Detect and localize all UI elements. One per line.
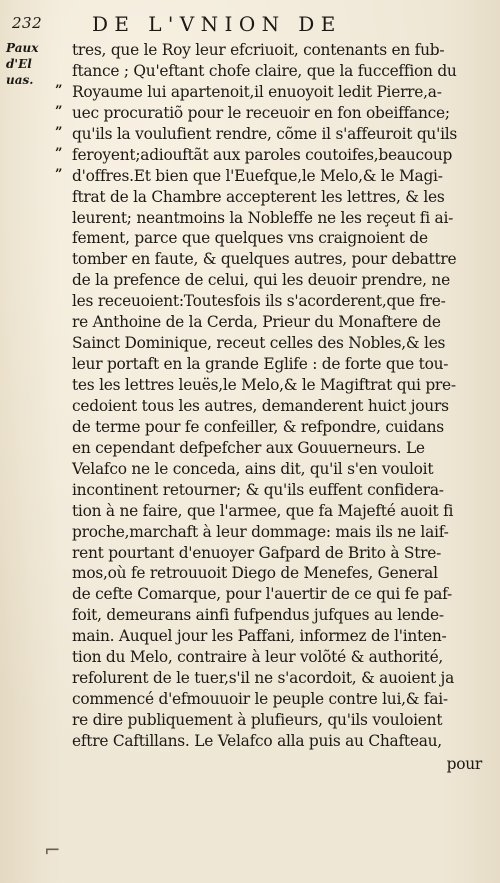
stray-ink-mark: ⌐ <box>44 838 61 862</box>
quote-mark: ” <box>55 104 63 119</box>
text-line: de terme pour fe confeiller, & refpondre, cuidans <box>72 417 444 436</box>
text-line: ftrat de la Chambre accepterent les lettres, & les <box>72 187 445 206</box>
body-text <box>72 40 490 775</box>
quote-mark: ” <box>55 83 63 98</box>
text-line: de cefte Comarque, pour l'auertir de ce qui fe paf- <box>72 585 453 604</box>
text-line: qu'ils la voulufient rendre, cõme il s'affeuroit qu'ils <box>72 124 458 143</box>
text-line: re Anthoine de la Cerda, Prieur du Monaftere de <box>72 313 441 332</box>
text-line: en cependant defpefcher aux Gouuerneurs. Le <box>72 438 425 457</box>
text-line: proche,marchaft à leur dommage: mais ils ne laif- <box>72 522 449 541</box>
text-line: tion du Melo, contraire à leur volõté & authorité, <box>72 648 444 667</box>
text-line: incontinent retourner; & qu'ils euffent confidera- <box>72 480 444 499</box>
text-line: leur portaft en la grande Eglife : de forte que tou- <box>72 355 449 374</box>
marginal-note: Paux d'El uas. <box>6 41 39 87</box>
catchword: pour <box>446 754 482 773</box>
text-line: d'offres.Et bien que l'Euefque,le Melo,& le Magi- <box>72 166 443 185</box>
page-header <box>0 12 500 38</box>
text-line: rent pourtant d'enuoyer Gafpard de Brito à Stre- <box>72 543 442 562</box>
text-line: Royaume lui apartenoit,il enuoyoit ledit Pierre,a- <box>72 82 442 101</box>
text-line: refolurent de le tuer,s'il ne s'acordoit, & auoient ja <box>72 669 455 688</box>
text-line: tion à ne faire, que l'armee, que fa Majefté auoit fi <box>72 501 454 520</box>
quote-mark: ” <box>55 167 63 182</box>
text-line: leurent; neantmoins la Nobleffe ne les reçeut fi ai- <box>72 208 454 227</box>
text-line: uec procuratiõ pour le receuoir en fon obeiffance; <box>72 103 450 122</box>
text-line: tres, que le Roy leur efcriuoit, contenants en fub- <box>72 41 445 59</box>
text-line: main. Auquel jour les Paffani, informez de l'inten- <box>72 627 447 646</box>
text-line: ftance ; Qu'eftant chofe claire, que la fucceffion du <box>72 61 457 80</box>
text-line: Sainct Dominique, receut celles des Nobles,& les <box>72 334 446 353</box>
text-line: re dire publiquement à plufieurs, qu'ils vouloient <box>72 711 443 729</box>
text-line: tes les lettres leuës,le Melo,& le Magiftrat qui pre- <box>72 376 456 394</box>
page-number: 232 <box>12 14 43 32</box>
text-line: les receuoient:Toutesfois ils s'acorderent,que fre- <box>72 292 446 311</box>
running-title: DE L'VNION DE <box>92 12 342 36</box>
text-line: Velafco ne le conceda, ains dit, qu'il s'en vouloit <box>72 459 434 478</box>
text-line: foit, demeurans ainfi fufpendus jufques au lende- <box>72 606 444 625</box>
text-line: feroyent;adiouftãt aux paroles coutoifes,beaucoup <box>72 145 453 164</box>
quote-mark: ” <box>55 146 63 161</box>
text-line: commencé d'efmouuoir le peuple contre lui,& fai- <box>72 690 448 709</box>
text-line: tomber en faute, & quelques autres, pour debattre <box>72 250 457 269</box>
text-line: cedoient tous les autres, demanderent huict jours <box>72 396 449 415</box>
text-line: de la prefence de celui, qui les deuoir prendre, ne <box>72 271 450 290</box>
text-line: eftre Caftillans. Le Velafco alla puis au Chafteau, <box>72 731 442 750</box>
text-line: mos,où fe retrouuoit Diego de Menefes, General <box>72 564 438 583</box>
quote-mark: ” <box>55 125 63 140</box>
text-line: fement, parce que quelques vns craignoient de <box>72 229 428 248</box>
